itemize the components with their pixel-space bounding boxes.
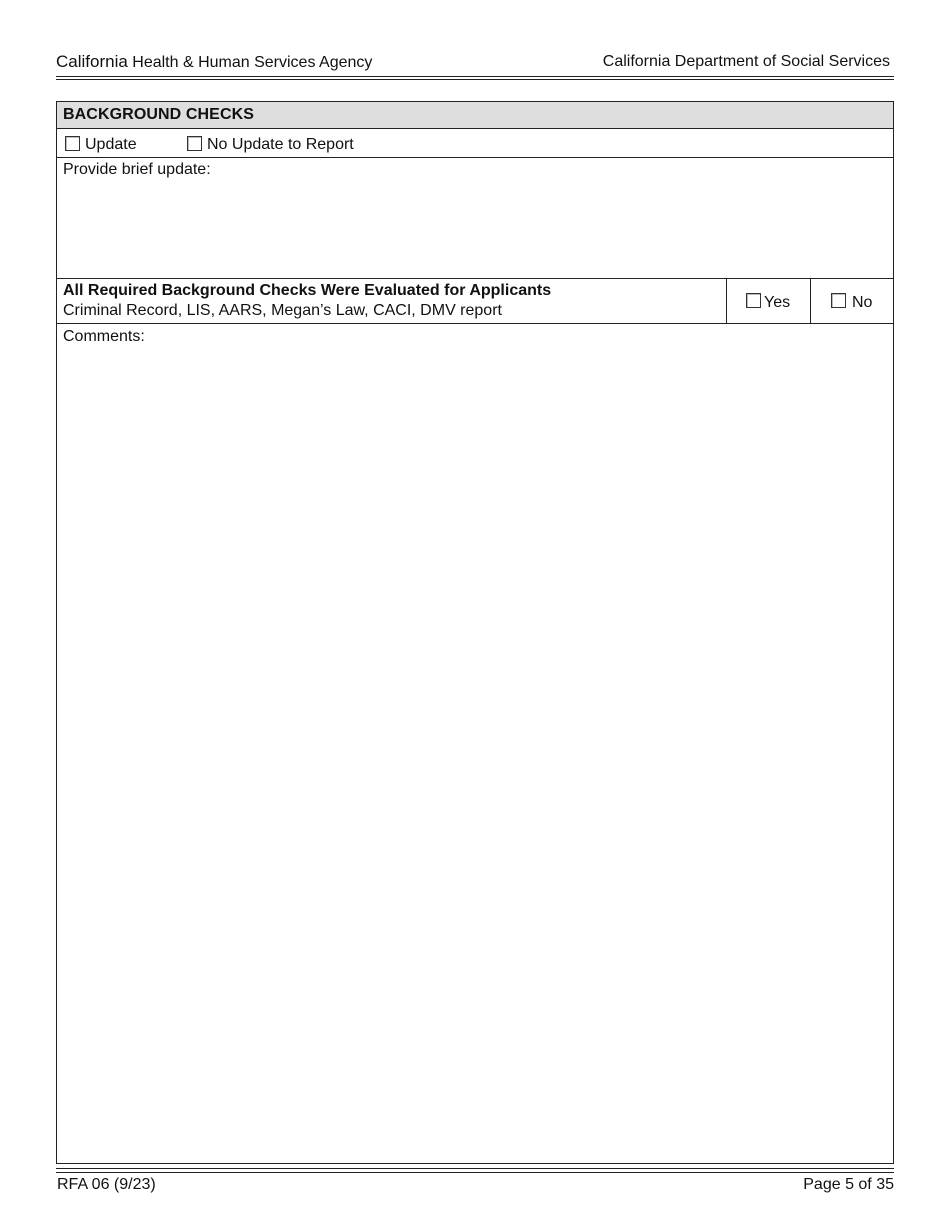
agency-state: California [56, 52, 128, 71]
brief-update-field[interactable] [57, 158, 893, 279]
column-divider [726, 279, 727, 323]
footer-rule-bottom [56, 1172, 894, 1173]
section-header [57, 102, 893, 129]
update-checkbox[interactable] [65, 136, 80, 151]
no-update-checkbox[interactable] [187, 136, 202, 151]
form-number: RFA 06 (9/23) [57, 1176, 156, 1193]
header-rule-top [56, 76, 894, 77]
brief-update-label: Provide brief update: [63, 161, 211, 178]
comments-label: Comments: [63, 328, 145, 345]
yes-checkbox[interactable] [746, 293, 761, 308]
evaluation-title: All Required Background Checks Were Evaluated for Applicants [63, 282, 552, 299]
page-number: Page 5 of 35 [803, 1176, 894, 1193]
agency-rest: Health & Human Services Agency [132, 54, 373, 71]
header-rule-bottom [56, 79, 894, 80]
no-checkbox[interactable] [831, 293, 846, 308]
update-label: Update [85, 136, 137, 153]
no-label: No [852, 294, 873, 311]
agency-name [56, 52, 372, 72]
evaluation-row [57, 279, 893, 324]
no-update-label: No Update to Report [207, 136, 354, 153]
footer-rule-top [56, 1168, 894, 1169]
column-divider [810, 279, 811, 323]
update-options-row [57, 129, 893, 158]
page-header [56, 50, 894, 74]
yes-label: Yes [764, 294, 791, 311]
department-name: California Department of Social Services [602, 53, 890, 70]
background-checks-form [56, 101, 894, 1164]
evaluation-subtitle: Criminal Record, LIS, AARS, Megan’s Law, CACI, DMV report [63, 302, 502, 319]
section-title: BACKGROUND CHECKS [63, 106, 255, 123]
comments-field[interactable] [57, 325, 893, 1163]
